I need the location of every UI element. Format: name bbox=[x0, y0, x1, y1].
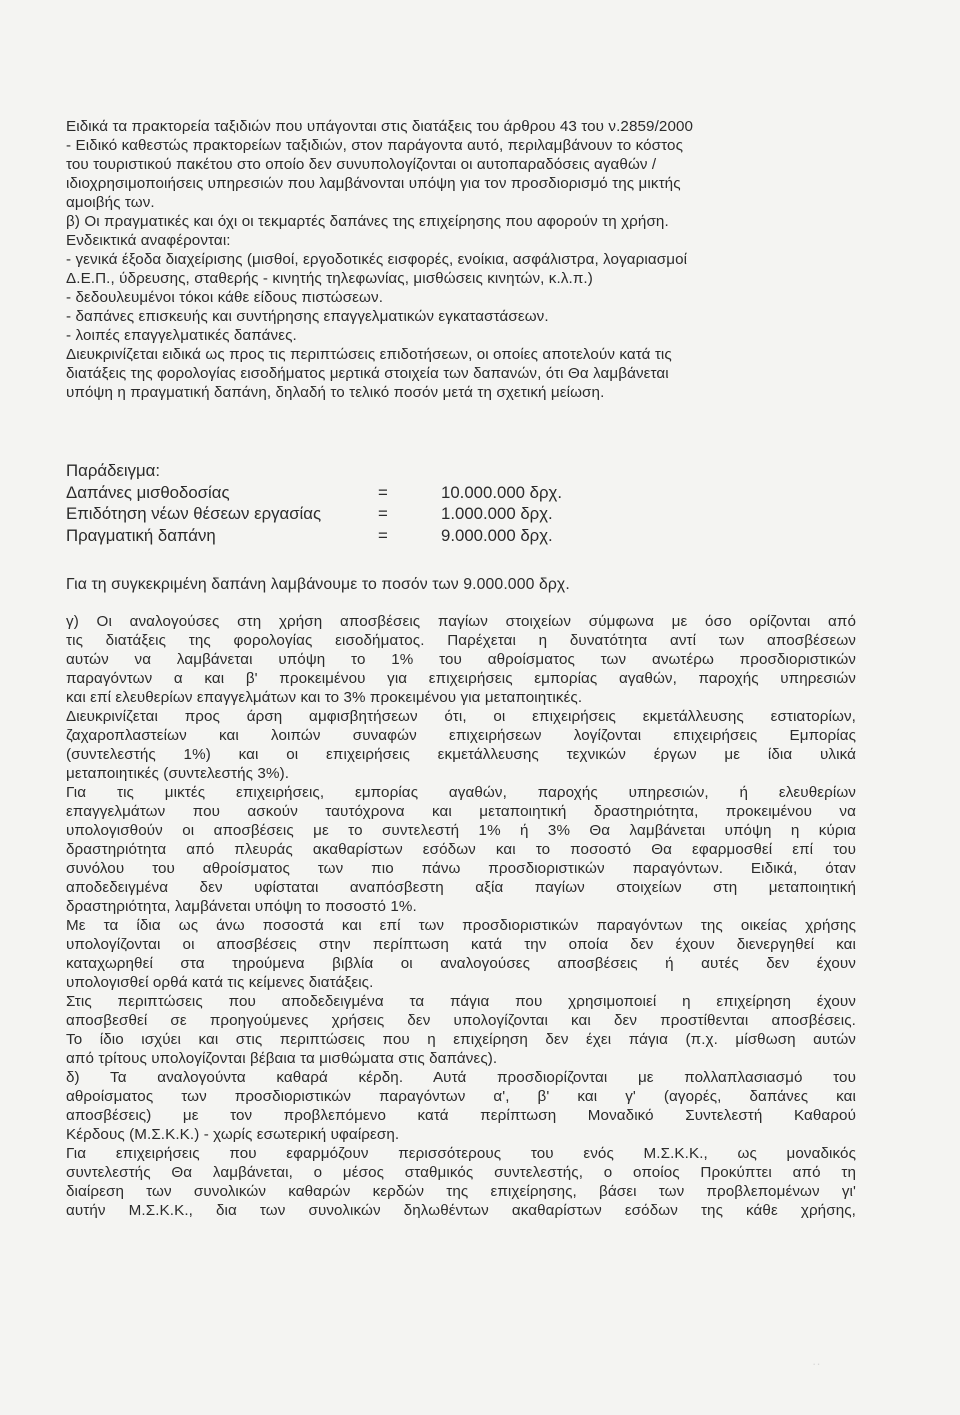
text-line: ζαχαροπλαστείων και λοιπών συναφών επιχειρήσεων λογίζονται επιχειρήσεις Εμπορίας bbox=[66, 727, 856, 744]
text-line: υπολογισθεί ορθά κατά τις κείμενες διατάξεις. bbox=[66, 974, 374, 991]
example-equals: = bbox=[378, 504, 388, 523]
paragraph-block-depreciation-profits bbox=[66, 612, 856, 1220]
example-equals: = bbox=[378, 525, 388, 545]
example-row bbox=[66, 525, 856, 547]
text-line: συνόλου του αθροίσματος των πιο πάνω προσδιοριστικών παραγόντων. Ειδικά, όταν bbox=[66, 860, 856, 877]
text-line: - Ειδικό καθεστώς πρακτορείων ταξιδιών, στον παράγοντα αυτό, περιλαμβάνουν το κόστος bbox=[66, 137, 684, 154]
text-line: Ενδεικτικά αναφέρονται: bbox=[66, 232, 231, 249]
text-line: (συντελεστής 1%) και οι επιχειρήσεις εκμετάλλευσης τεχνικών έργων με ίδια υλικά bbox=[66, 746, 856, 763]
text-line: υπολογισθούν οι αποσβέσεις με το συντελεστή 1% ή 3% Θα λαμβάνεται υπόψη η κύρια bbox=[66, 822, 856, 839]
text-line: από τρίτους υπολογίζονται βέβαια τα μισθώματα στις δαπάνες). bbox=[66, 1050, 498, 1067]
example-block bbox=[66, 460, 856, 546]
text-line: δραστηριότητα, λαμβάνεται υπόψη το ποσοστό 1%. bbox=[66, 898, 417, 915]
text-line: αυτών να λαμβάνεται υπόψη το 1% του αθροίσματος των ανωτέρω προσδιοριστικών bbox=[66, 651, 856, 668]
text-line: υπολογίζονται οι αποσβέσεις στην περίπτωση κατά την οποία δεν έχουν διενεργηθεί και bbox=[66, 936, 856, 953]
text-line: ιδιοχρησιμοποιήσεις υπηρεσιών που λαμβάνονται υπόψη για τον προσδιορισμό της μικτής bbox=[66, 175, 681, 192]
example-value: 1.000.000 δρχ. bbox=[441, 504, 553, 523]
text-line: Κέρδους (Μ.Σ.Κ.Κ.) - χωρίς εσωτερική υφαίρεση. bbox=[66, 1126, 400, 1143]
text-line: Ειδικά τα πρακτορεία ταξιδιών που υπάγονται στις διατάξεις του άρθρου 43 του ν.2859/2000 bbox=[66, 118, 694, 135]
example-row bbox=[66, 482, 856, 504]
example-heading: Παράδειγμα: bbox=[66, 461, 161, 480]
text-line: β) Οι πραγματικές και όχι οι τεκμαρτές δαπάνες της επιχείρησης που αφορούν τη χρήση. bbox=[66, 213, 669, 230]
text-line: συντελεστής Θα λαμβάνεται, ο μέσος σταθμικός συντελεστής, ο οποίος Προκύπτει από τη bbox=[66, 1164, 856, 1181]
text-line: του τουριστικού πακέτου στο οποίο δεν συνυπολογίζονται οι αυτοπαραδόσεις αγαθών / bbox=[66, 156, 657, 173]
text-line: υπόψη η πραγματική δαπάνη, δηλαδή το τελικό ποσόν μετά τη σχετική μείωση. bbox=[66, 384, 605, 401]
text-line: - γενικά έξοδα διαχείρισης (μισθοί, εργοδοτικές εισφορές, ενοίκια, ασφάλιστρα, λογαριασμοί bbox=[66, 251, 688, 268]
text-line: αποσβέσεις) με τον προβλεπόμενο κατά περίπτωση Μοναδικό Συντελεστή Καθαρού bbox=[66, 1107, 856, 1124]
text-line: παραγόντων α και β' προκειμένου για επιχειρήσεις εμπορίας αγαθών, παροχής υπηρεσιών bbox=[66, 670, 856, 687]
text-line: δραστηριότητα από πλευράς ακαθαρίστων εσόδων και το ποσοστό Θα εφαρμοσθεί επί του bbox=[66, 841, 856, 858]
example-conclusion bbox=[66, 575, 856, 594]
text-line: Το ίδιο ισχύει και στις περιπτώσεις που η επιχείρηση δεν έχει πάγια (π.χ. μίσθωση αυτών bbox=[66, 1031, 856, 1048]
text-line: καταχωρηθεί στα τηρούμενα βιβλία οι αναλογούσες αποσβέσεις ή αυτές δεν έχουν bbox=[66, 955, 856, 972]
page-number: ·· bbox=[812, 1356, 821, 1371]
text-line: αποσβεσθεί σε προηγούμενες χρήσεις δεν υπολογίζονται και δεν προστίθενται αποσβέσεις. bbox=[66, 1012, 856, 1029]
text-line: Για επιχειρήσεις που εφαρμόζουν περισσότερους του ενός Μ.Σ.Κ.Κ., ως μοναδικός bbox=[66, 1145, 856, 1162]
text-line: - λοιπές επαγγελματικές δαπάνες. bbox=[66, 327, 297, 344]
text-line: Με τα ίδια ως άνω ποσοστά και επί των προσδιοριστικών παραγόντων της οικείας χρήσης bbox=[66, 917, 856, 934]
conclusion-line: Για τη συγκεκριμένη δαπάνη λαμβάνουμε το ποσόν των 9.000.000 δρχ. bbox=[66, 576, 570, 593]
text-line: αυτήν Μ.Σ.Κ.Κ., δια των συνολικών δηλωθέντων ακαθαρίστων εσόδων της κάθε χρήσης, bbox=[66, 1202, 856, 1219]
text-line: - δεδουλευμένοι τόκοι κάθε είδους πιστώσεων. bbox=[66, 289, 384, 306]
example-equals: = bbox=[378, 482, 388, 502]
text-line: τις διατάξεις της φορολογίας εισοδήματος. Παρέχεται η δυνατότητα αντί των αποσβέσεων bbox=[66, 632, 856, 649]
example-value: 10.000.000 δρχ. bbox=[441, 482, 563, 502]
text-line: αμοιβής των. bbox=[66, 194, 155, 211]
text-line: μεταποιητικές (συντελεστής 3%). bbox=[66, 765, 290, 782]
text-line: Δ.Ε.Π., ύδρευσης, σταθερής - κινητής τηλεφωνίας, μισθώσεις κινητών, κ.λ.π.) bbox=[66, 270, 593, 287]
example-label: Δαπάνες μισθοδοσίας bbox=[66, 482, 230, 502]
text-line: Διευκρινίζεται προς άρση αμφισβητήσεων ότι, οι επιχειρήσεις εκμετάλλευσης εστιατορίων, bbox=[66, 708, 856, 725]
text-line: - δαπάνες επισκευής και συντήρησης επαγγελματικών εγκαταστάσεων. bbox=[66, 308, 549, 325]
text-line: γ) Οι αναλογούσες στη χρήση αποσβέσεις παγίων στοιχείων σύμφωνα με όσο ορίζονται από bbox=[66, 613, 856, 630]
text-line: Για τις μικτές επιχειρήσεις, εμπορίας αγαθών, παροχής υπηρεσιών, ή ελευθερίων bbox=[66, 784, 856, 801]
text-line: επαγγελμάτων που ασκούν ταυτόχρονα και μεταποιητική δραστηριότητα, προκειμένου να bbox=[66, 803, 856, 820]
text-line: διατάξεις της φορολογίας εισοδήματος μερτικά στοιχεία των δαπανών, ότι Θα λαμβάνεται bbox=[66, 365, 669, 382]
example-label: Πραγματική δαπάνη bbox=[66, 525, 216, 545]
example-row bbox=[66, 503, 856, 525]
text-line: αποδεδειγμένα δεν υφίσταται αναπόσβεστη αξία παγίων στοιχείων στη μεταποιητική bbox=[66, 879, 856, 896]
text-line: Διευκρινίζεται ειδικά ως προς τις περιπτώσεις επιδοτήσεων, οι οποίες αποτελούν κατά τις bbox=[66, 346, 672, 363]
text-line: αθροίσματος των προσδιοριστικών παραγόντων α', β' και γ' (αγορές, δαπάνες και bbox=[66, 1088, 856, 1105]
text-line: Στις περιπτώσεις που αποδεδειγμένα τα πάγια που χρησιμοποιεί η επιχείρηση έχουν bbox=[66, 993, 856, 1010]
text-line: δ) Τα αναλογούντα καθαρά κέρδη. Αυτά προσδιορίζονται με πολλαπλασιασμό του bbox=[66, 1069, 856, 1086]
paragraph-block-travel-agencies bbox=[66, 117, 856, 402]
text-line: και επί ελευθερίων επαγγελμάτων και το 3% προκειμένου για μεταποιητικές. bbox=[66, 689, 583, 706]
example-label: Επιδότηση νέων θέσεων εργασίας bbox=[66, 504, 322, 523]
text-line: διαίρεση των συνολικών καθαρών κερδών της επιχείρησης, βάσει των προβλεπομένων γι' bbox=[66, 1183, 856, 1200]
example-value: 9.000.000 δρχ. bbox=[441, 525, 553, 545]
